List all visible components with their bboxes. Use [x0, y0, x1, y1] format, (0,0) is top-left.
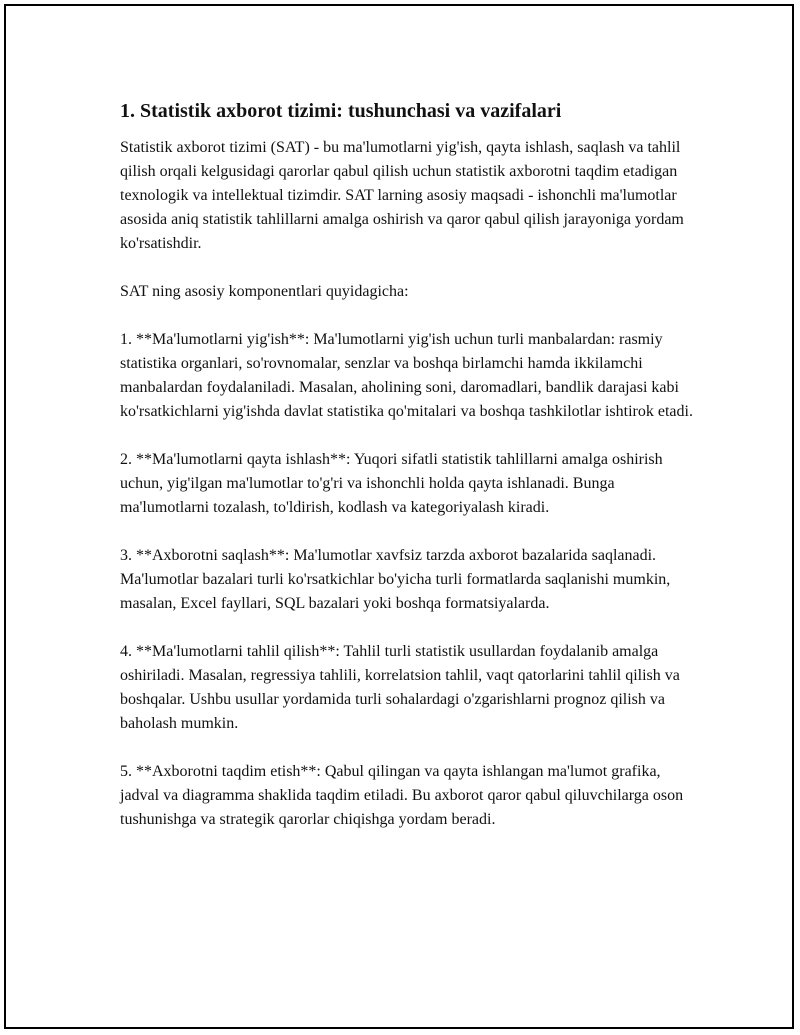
component-data-collection: 1. **Ma'lumotlarni yig'ish**: Ma'lumotlarni yig'ish uchun turli manbalardan: rasmiy statistika organlari, so'rovnomalar, senzlar va boshqa birlamchi hamda ikkilamchi manbalardan foydalaniladi. Masalan, aholining soni, daromadlari, bandlik darajasi kabi ko'rsatkichlarni yig'ishda davlat statistika qo'mitalari va boshqa tashkilotlar ishtirok etadi.: [120, 331, 693, 420]
intro-paragraph: Statistik axborot tizimi (SAT) - bu ma'lumotlarni yig'ish, qayta ishlash, saqlash va tahlil qilish orqali kelgusidagi qarorlar qabul qilish uchun statistik axborotni taqdim etadigan texnologik va intellektual tizimdir. SAT larning asosiy maqsadi - ishonchli ma'lumotlar asosida aniq statistik tahlillarni amalga oshirish va qaror qabul qilish jarayoniga yordam ko'rsatishdir.: [120, 139, 684, 252]
component-data-processing: 2. **Ma'lumotlarni qayta ishlash**: Yuqori sifatli statistik tahlillarni amalga oshirish uchun, yig'ilgan ma'lumotlar to'g'ri va ishonchli holda qayta ishlanadi. Bunga ma'lumotlarni tozalash, to'ldirish, kodlash va kategoriyalash kiradi.: [120, 451, 663, 516]
section-heading: 1. Statistik axborot tizimi: tushunchasi va vazifalari: [120, 100, 562, 122]
document-page: [4, 4, 794, 1029]
document-body: [120, 98, 700, 856]
components-intro-paragraph: SAT ning asosiy komponentlari quyidagicha:: [120, 283, 409, 300]
component-data-storage: 3. **Axborotni saqlash**: Ma'lumotlar xavfsiz tarzda axborot bazalarida saqlanadi. Ma'lumotlar bazalari turli ko'rsatkichlar bo'yicha turli formatlarda saqlanishi mumkin, masalan, Excel fayllari, SQL bazalari yoki boshqa formatsiyalarda.: [120, 547, 671, 612]
component-data-analysis: 4. **Ma'lumotlarni tahlil qilish**: Tahlil turli statistik usullardan foydalanib amalga oshiriladi. Masalan, regressiya tahlili, korrelatsion tahlil, vaqt qatorlarini tahlil qilish va boshqalar. Ushbu usullar yordamida turli sohalardagi o'zgarishlarni prognoz qilish va baholash mumkin.: [120, 643, 680, 732]
component-data-presentation: 5. **Axborotni taqdim etish**: Qabul qilingan va qayta ishlangan ma'lumot grafika, jadval va diagramma shaklida taqdim etiladi. Bu axborot qaror qabul qiluvchilarga oson tushunishga va strategik qarorlar chiqishga yordam beradi.: [120, 763, 684, 828]
